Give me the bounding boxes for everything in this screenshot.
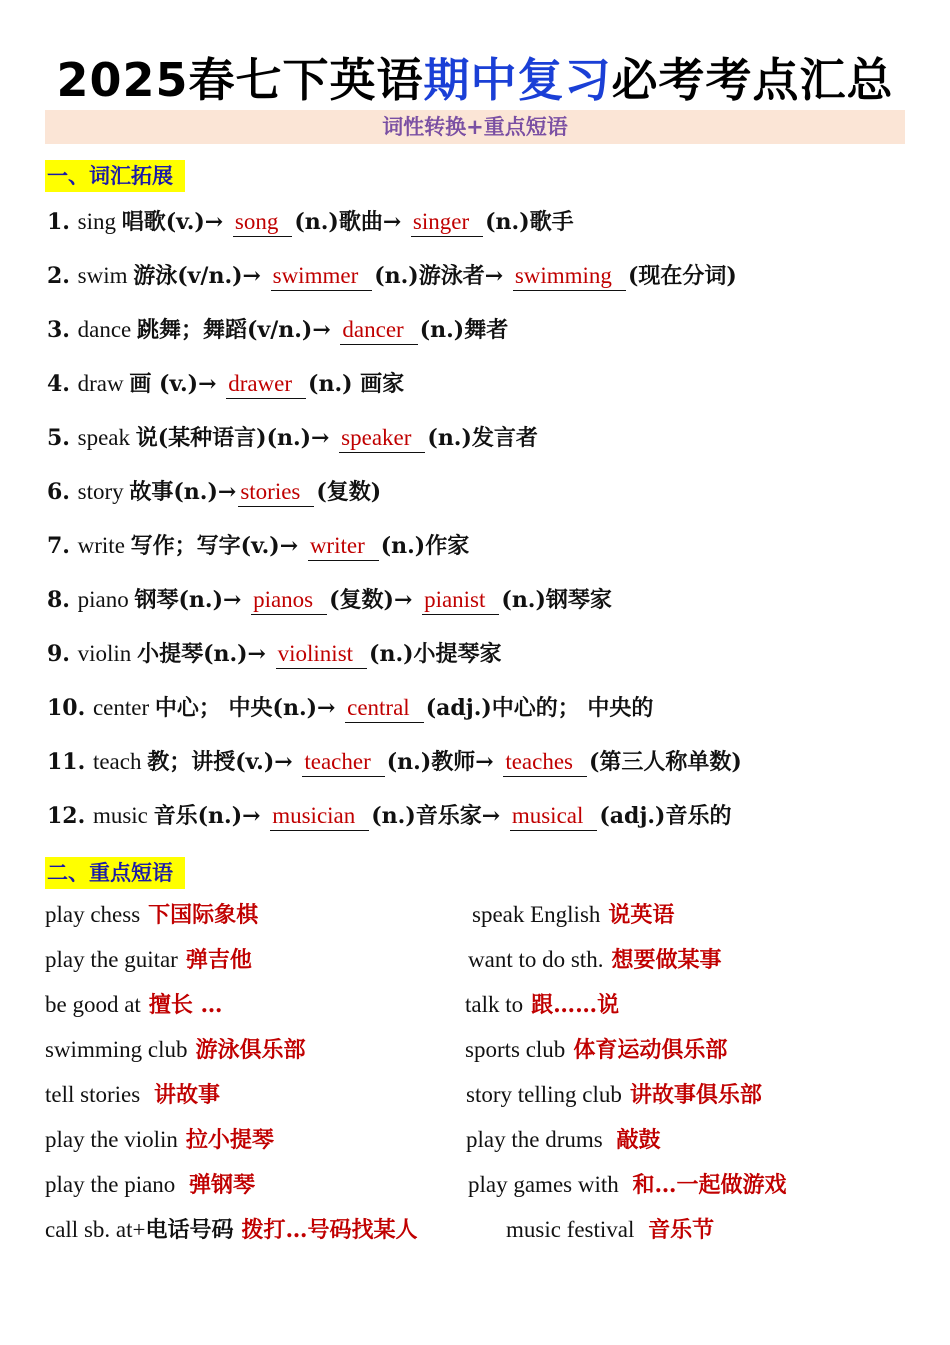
answer-blank: drawer bbox=[226, 370, 306, 399]
phrase-chinese: 音乐节 bbox=[648, 1217, 715, 1243]
phrase-english: play the piano bbox=[45, 1172, 182, 1197]
phrase-chinese: 讲故事俱乐部 bbox=[629, 1082, 762, 1108]
vocab-word: draw bbox=[77, 371, 130, 396]
vocab-text: (adj.)中心的； 中央的 bbox=[425, 695, 654, 721]
title-part1: 2025春七下英语 bbox=[56, 53, 424, 107]
vocab-word: dance bbox=[77, 317, 138, 342]
vocab-text: (n.)小提琴家 bbox=[369, 641, 502, 667]
phrase-chinese: 敲鼓 bbox=[616, 1127, 661, 1153]
answer-blank: swimmer bbox=[271, 262, 373, 291]
vocab-text: (n.)教师→ bbox=[386, 749, 502, 775]
phrase-chinese: 想要做某事 bbox=[611, 947, 722, 973]
phrase-english: play the violin bbox=[45, 1127, 178, 1152]
vocab-text: (adj.)音乐的 bbox=[599, 803, 732, 829]
answer-blank: teacher bbox=[302, 748, 384, 777]
phrase-chinese: 说英语 bbox=[608, 902, 675, 928]
vocab-text: 2. bbox=[47, 263, 78, 289]
phrase-chinese: 弹吉他 bbox=[185, 947, 252, 973]
vocab-item bbox=[47, 367, 404, 401]
vocab-word: violin bbox=[77, 641, 138, 666]
phrase-chinese: 跟……说 bbox=[531, 992, 620, 1018]
vocab-word: speak bbox=[77, 425, 136, 450]
vocab-text: 音乐(n.)→ bbox=[153, 803, 269, 829]
vocab-item bbox=[47, 637, 502, 671]
vocab-item bbox=[47, 259, 737, 293]
phrase-english: call sb. at+ bbox=[45, 1217, 146, 1242]
vocab-text: (n.)音乐家→ bbox=[371, 803, 508, 829]
vocab-text: (n.)钢琴家 bbox=[501, 587, 612, 613]
vocab-text: 6. bbox=[47, 479, 78, 505]
vocab-item bbox=[47, 583, 612, 617]
phrase-right bbox=[468, 1168, 787, 1202]
phrase-chinese: 和…一起做游戏 bbox=[632, 1172, 787, 1198]
vocab-text: (复数) bbox=[316, 479, 382, 505]
vocab-text: (n.)歌曲→ bbox=[294, 209, 409, 235]
phrase-chinese: 游泳俱乐部 bbox=[195, 1037, 306, 1063]
vocab-item bbox=[47, 529, 469, 563]
phrase-english: music festival bbox=[506, 1217, 641, 1242]
phrase-right bbox=[472, 898, 674, 932]
phrase-english: swimming club bbox=[45, 1037, 188, 1062]
vocab-text: 4. bbox=[47, 371, 78, 397]
phrase-english: tell stories bbox=[45, 1082, 146, 1107]
vocab-item bbox=[47, 313, 508, 347]
vocab-text: (n.)作家 bbox=[380, 533, 470, 559]
phrase-english: sports club bbox=[465, 1037, 566, 1062]
phrase-right bbox=[465, 1033, 727, 1067]
vocab-text: 钢琴(n.)→ bbox=[134, 587, 250, 613]
vocab-text: (现在分词) bbox=[627, 263, 737, 289]
phrase-left bbox=[45, 898, 258, 932]
phrase-right bbox=[465, 988, 619, 1022]
answer-blank: speaker bbox=[339, 424, 425, 453]
vocab-word: piano bbox=[77, 587, 135, 612]
phrase-english: play the drums bbox=[466, 1127, 609, 1152]
vocab-text: 3. bbox=[47, 317, 78, 343]
phrase-left bbox=[45, 1213, 418, 1247]
phrase-chinese: 拉小提琴 bbox=[185, 1127, 274, 1153]
phrase-english-cn: 电话号码 bbox=[145, 1217, 234, 1243]
vocab-word: sing bbox=[77, 209, 122, 234]
vocab-word: teach bbox=[92, 749, 148, 774]
phrase-chinese: 讲故事 bbox=[153, 1082, 220, 1108]
vocab-text: 唱歌(v.)→ bbox=[121, 209, 231, 235]
vocab-text: 说(某种语言)(n.)→ bbox=[135, 425, 338, 451]
answer-blank: pianist bbox=[422, 586, 499, 615]
vocab-text: (n.)歌手 bbox=[485, 209, 574, 235]
phrase-english: speak English bbox=[472, 902, 601, 927]
vocab-text: (n.)游泳者→ bbox=[374, 263, 511, 289]
answer-blank: violinist bbox=[276, 640, 367, 669]
phrase-left bbox=[45, 1123, 274, 1157]
vocab-item bbox=[47, 691, 653, 725]
subtitle-bar: 词性转换+重点短语 bbox=[45, 110, 905, 144]
vocab-text: 画 (v.)→ bbox=[129, 371, 225, 397]
vocab-word: story bbox=[77, 479, 130, 504]
answer-blank: central bbox=[345, 694, 424, 723]
phrase-left bbox=[45, 1168, 255, 1202]
vocab-text: 教；讲授(v.)→ bbox=[147, 749, 301, 775]
vocab-text: (复数)→ bbox=[329, 587, 421, 613]
answer-blank: writer bbox=[308, 532, 379, 561]
vocab-text: 1. bbox=[47, 209, 78, 235]
vocab-text: 7. bbox=[47, 533, 78, 559]
phrase-english: play chess bbox=[45, 902, 141, 927]
vocab-item bbox=[47, 205, 574, 239]
vocab-item bbox=[47, 421, 538, 455]
phrase-english: want to do sth. bbox=[468, 947, 604, 972]
vocab-text: 小提琴(n.)→ bbox=[137, 641, 274, 667]
phrase-chinese: 擅长 … bbox=[148, 992, 223, 1018]
phrase-right bbox=[466, 1123, 660, 1157]
vocab-text: 跳舞；舞蹈(v/n.)→ bbox=[137, 317, 339, 343]
phrase-right bbox=[468, 943, 721, 977]
phrase-chinese: 体育运动俱乐部 bbox=[573, 1037, 728, 1063]
page-title bbox=[0, 44, 950, 110]
vocab-text: 游泳(v/n.)→ bbox=[133, 263, 269, 289]
phrase-english: story telling club bbox=[466, 1082, 622, 1107]
vocab-word: music bbox=[92, 803, 154, 828]
vocab-word: center bbox=[92, 695, 155, 720]
vocab-word: swim bbox=[77, 263, 134, 288]
phrase-chinese: 下国际象棋 bbox=[148, 902, 259, 928]
vocab-item bbox=[47, 745, 742, 779]
answer-blank: stories bbox=[238, 478, 314, 507]
vocab-text: 8. bbox=[47, 587, 78, 613]
phrase-left bbox=[45, 988, 222, 1022]
vocab-text: (n.) 画家 bbox=[308, 371, 405, 397]
vocab-text: 9. bbox=[47, 641, 78, 667]
phrase-left bbox=[45, 943, 252, 977]
vocab-word: write bbox=[77, 533, 131, 558]
vocab-text: (第三人称单数) bbox=[589, 749, 742, 775]
phrase-english: be good at bbox=[45, 992, 141, 1017]
vocab-text: 11. bbox=[47, 749, 93, 775]
answer-blank: musician bbox=[270, 802, 369, 831]
answer-blank: swimming bbox=[513, 262, 626, 291]
phrase-left bbox=[45, 1033, 306, 1067]
answer-blank: musical bbox=[510, 802, 598, 831]
phrase-chinese: 弹钢琴 bbox=[189, 1172, 256, 1198]
phrase-english: talk to bbox=[465, 992, 524, 1017]
section-heading-vocab: 一、词汇拓展 bbox=[45, 160, 185, 192]
vocab-item bbox=[47, 475, 381, 509]
vocab-text: 12. bbox=[47, 803, 93, 829]
vocab-text: 故事(n.)→ bbox=[129, 479, 237, 505]
vocab-item bbox=[47, 799, 731, 833]
answer-blank: teaches bbox=[503, 748, 587, 777]
phrase-english: play the guitar bbox=[45, 947, 178, 972]
answer-blank: song bbox=[233, 208, 292, 237]
answer-blank: pianos bbox=[251, 586, 327, 615]
vocab-text: 5. bbox=[47, 425, 78, 451]
answer-blank: dancer bbox=[340, 316, 417, 345]
title-highlight: 期中复习 bbox=[423, 53, 612, 107]
section-heading-phrases: 二、重点短语 bbox=[45, 857, 185, 889]
vocab-text: (n.)舞者 bbox=[419, 317, 509, 343]
title-part2: 必考考点汇总 bbox=[611, 53, 894, 107]
vocab-text: 中心； 中央(n.)→ bbox=[154, 695, 344, 721]
phrase-chinese: 拨打…号码找某人 bbox=[241, 1217, 418, 1243]
phrase-english: play games with bbox=[468, 1172, 625, 1197]
answer-blank: singer bbox=[411, 208, 483, 237]
phrase-right bbox=[466, 1078, 762, 1112]
phrase-left bbox=[45, 1078, 220, 1112]
vocab-text: (n.)发言者 bbox=[427, 425, 538, 451]
vocab-text: 写作；写字(v.)→ bbox=[130, 533, 306, 559]
vocab-text: 10. bbox=[47, 695, 93, 721]
phrase-right bbox=[506, 1213, 714, 1247]
